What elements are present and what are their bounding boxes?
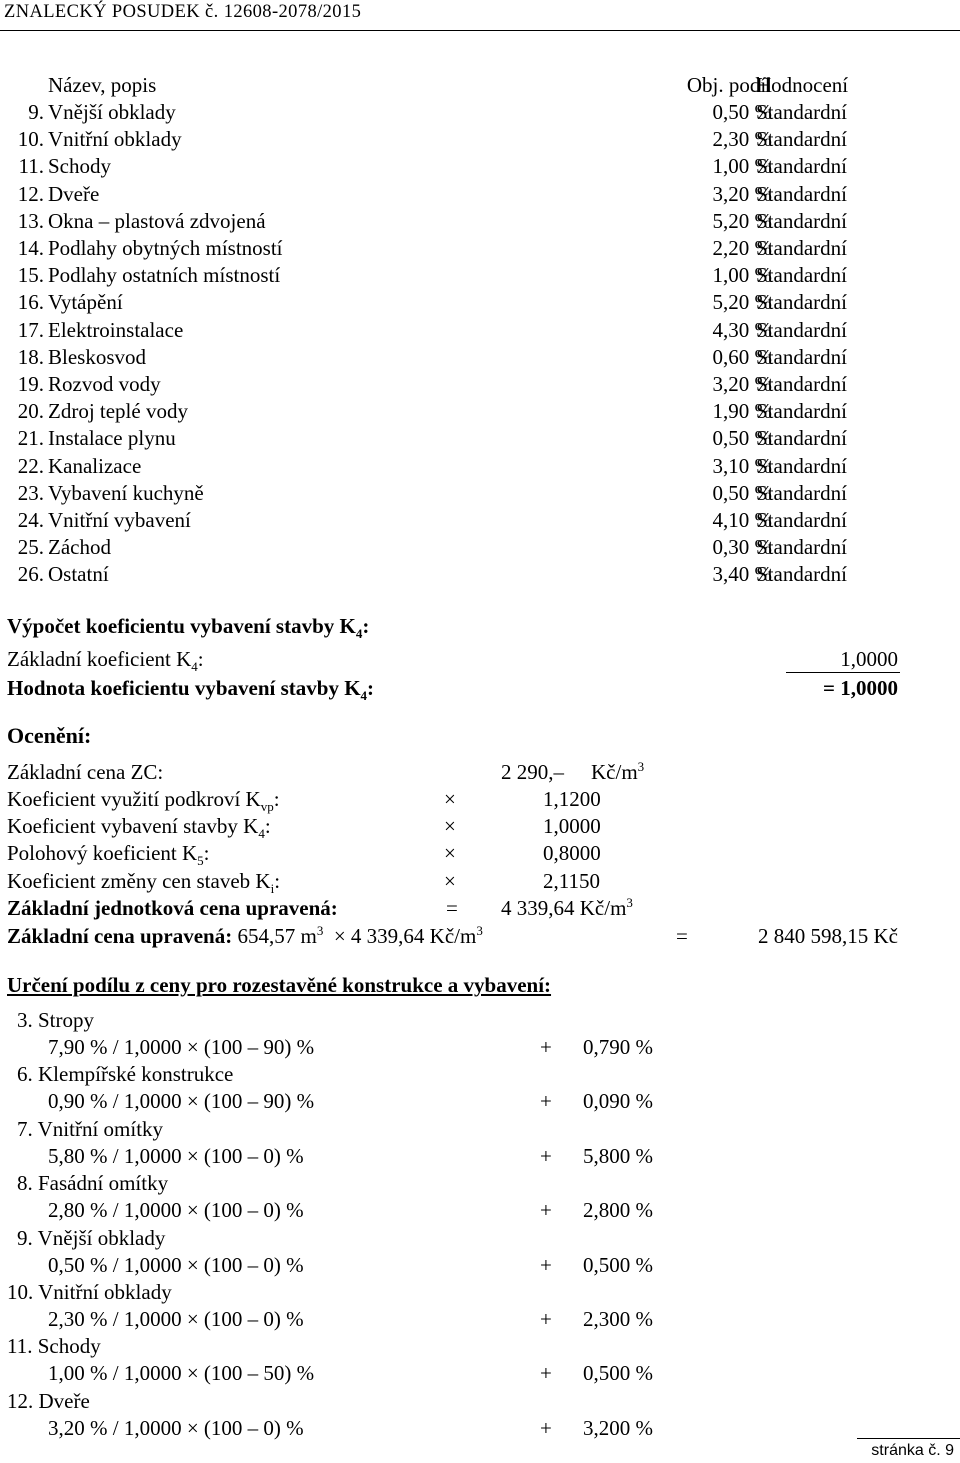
coef-label: Koeficient změny cen staveb $K_i$: [7, 868, 281, 896]
valuation-heading: Ocenění: [7, 723, 92, 748]
share-item-title: 12. Dveře [7, 1388, 90, 1413]
row-share: 3,40 % [712, 562, 772, 587]
k4-result-value: = 1,0000 [823, 676, 898, 700]
row-number: 12. [17, 181, 44, 206]
row-number: 16. [17, 290, 44, 315]
share-item-title: 10. Vnitřní obklady [7, 1280, 172, 1304]
row-share: 1,00 % [712, 263, 772, 288]
times-sign: × [444, 868, 456, 893]
base-price-label: Základní cena ZC: [7, 760, 164, 784]
row-name: Vnitřní vybavení [48, 508, 191, 532]
plus-sign: + [540, 1361, 552, 1386]
k4-base-label: Základní koeficient $K_4$: [7, 647, 204, 675]
unit-price-label: Základní jednotková cena upravená: [7, 896, 338, 920]
base-price-value: 2 290,– [501, 760, 564, 784]
row-number: 24. [17, 508, 44, 532]
row-number: 10. [17, 127, 44, 152]
row-share: 4,10 % [712, 508, 772, 532]
unit-price-eq: = [446, 896, 458, 920]
row-eval: Standardní [756, 453, 847, 478]
share-item-formula: 5,80 % / 1,0000 × (100 – 0) % [48, 1143, 304, 1168]
row-name: Vytápění [48, 290, 123, 315]
table-header [0, 72, 960, 99]
row-eval: Standardní [756, 344, 847, 369]
row-eval: Standardní [756, 480, 847, 505]
coef-value: 1,0000 [543, 814, 601, 839]
row-share: 5,20 % [712, 208, 772, 233]
share-item-value: 0,500 % [583, 1252, 653, 1277]
row-share: 0,50 % [712, 426, 772, 451]
share-item-formula: 1,00 % / 1,0000 × (100 – 50) % [48, 1361, 315, 1386]
row-eval: Standardní [756, 127, 847, 152]
table-row [0, 480, 960, 507]
row-eval: Standardní [756, 426, 847, 451]
row-name: Bleskosvod [48, 344, 147, 369]
table-row [0, 534, 960, 561]
row-number: 22. [17, 453, 44, 478]
plus-sign: + [540, 1089, 552, 1114]
share-item-formula: 3,20 % / 1,0000 × (100 – 0) % [48, 1415, 304, 1440]
share-item-title: 3. Stropy [17, 1008, 95, 1032]
row-number: 25. [17, 535, 44, 560]
share-item-formula: 2,30 % / 1,0000 × (100 – 0) % [48, 1307, 304, 1331]
plus-sign: + [540, 1198, 552, 1223]
row-name: Kanalizace [48, 453, 142, 478]
row-number: 19. [17, 372, 44, 396]
row-number: 13. [17, 208, 44, 233]
row-name: Dveře [48, 181, 100, 206]
row-eval: Standardní [756, 100, 847, 124]
row-share: 0,50 % [712, 100, 772, 124]
header-rule [0, 30, 960, 31]
row-name: Schody [48, 154, 111, 179]
final-price-eq: = [676, 924, 688, 948]
page-number: stránka č. 9 [871, 1442, 954, 1459]
table-row [0, 398, 960, 425]
k4-sum-rule [786, 672, 900, 673]
row-share: 4,30 % [712, 317, 772, 342]
times-sign: × [444, 814, 456, 839]
row-share: 5,20 % [712, 290, 772, 315]
table-row [0, 181, 960, 208]
share-item-title: 9. Vnější obklady [17, 1225, 166, 1250]
share-item-value: 0,790 % [583, 1035, 653, 1059]
row-name: Záchod [48, 535, 111, 560]
table-row [0, 99, 960, 126]
plus-sign: + [540, 1252, 552, 1277]
plus-sign: + [540, 1143, 552, 1168]
table-row [0, 317, 960, 344]
plus-sign: + [540, 1307, 552, 1331]
row-eval: Standardní [756, 236, 847, 260]
coef-value: 2,1150 [543, 868, 600, 893]
row-number: 21. [17, 426, 44, 451]
row-share: 1,90 % [712, 399, 772, 424]
share-item-title: 7. Vnitřní omítky [17, 1116, 164, 1141]
row-number: 15. [17, 263, 44, 288]
coef-label: Polohový koeficient $K_5$: [7, 841, 210, 869]
row-name: Podlahy ostatních místností [48, 263, 281, 288]
row-eval: Standardní [756, 535, 847, 560]
row-share: 3,20 % [712, 181, 772, 206]
table-row [0, 425, 960, 452]
share-item-value: 5,800 % [583, 1143, 653, 1168]
document-header: ZNALECKÝ POSUDEK č. 12608-2078/2015 [4, 2, 362, 22]
table-row [0, 344, 960, 371]
col-share-header: Obj. podíl [686, 73, 772, 97]
row-share: 3,10 % [712, 453, 772, 478]
share-item-value: 2,300 % [583, 1307, 653, 1331]
row-number: 11. [18, 154, 44, 179]
table-row [0, 561, 960, 588]
row-share: 3,20 % [712, 372, 772, 396]
table-row [0, 371, 960, 398]
row-name: Vybavení kuchyně [48, 480, 204, 505]
row-share: 1,00 % [712, 154, 772, 179]
row-eval: Standardní [756, 263, 847, 288]
share-item-title: 6. Klempířské konstrukce [17, 1062, 234, 1087]
times-sign: × [444, 787, 456, 811]
table-row [0, 453, 960, 480]
row-name: Podlahy obytných místností [48, 236, 283, 260]
base-price-unit: $Kč/m^3$ [591, 759, 645, 784]
share-item-formula: 2,80 % / 1,0000 × (100 – 0) % [48, 1198, 304, 1223]
row-eval: Standardní [756, 372, 847, 396]
row-number: 18. [17, 344, 44, 369]
row-share: 0,60 % [712, 344, 772, 369]
col-name-header: Název, popis [48, 73, 157, 97]
coef-value: 1,1200 [543, 787, 601, 811]
table-row [0, 507, 960, 534]
row-share: 0,50 % [712, 480, 772, 505]
unit-price-value: 4 339,64 $Kč/m^3$ [501, 895, 633, 920]
row-name: Elektroinstalace [48, 317, 184, 342]
row-number: 14. [17, 236, 44, 260]
row-eval: Standardní [756, 154, 847, 179]
row-number: 9. [28, 100, 44, 124]
footer-rule [857, 1438, 960, 1439]
share-item-title: 11. Schody [7, 1334, 101, 1359]
plus-sign: + [540, 1415, 552, 1440]
share-item-formula: 7,90 % / 1,0000 × (100 – 90) % [48, 1035, 315, 1059]
row-share: 0,30 % [712, 535, 772, 560]
row-name: Zdroj teplé vody [48, 399, 188, 424]
row-name: Instalace plynu [48, 426, 176, 451]
col-eval-header: Hodnocení [756, 73, 849, 97]
row-number: 17. [17, 317, 44, 342]
row-share: 2,30 % [712, 127, 772, 152]
plus-sign: + [540, 1035, 552, 1059]
row-name: Ostatní [48, 562, 109, 587]
row-eval: Standardní [756, 181, 847, 206]
row-share: 2,20 % [712, 236, 772, 260]
row-eval: Standardní [756, 208, 847, 233]
coef-label: Koeficient využití podkroví $K_{vp}$: [7, 787, 280, 815]
final-price-value: 2 840 598,15 Kč [758, 924, 898, 948]
share-item-value: 3,200 % [583, 1415, 653, 1440]
share-item-formula: 0,50 % / 1,0000 × (100 – 0) % [48, 1252, 304, 1277]
row-eval: Standardní [756, 317, 847, 342]
row-number: 23. [17, 480, 44, 505]
table-row [0, 208, 960, 235]
row-name: Okna – plastová zdvojená [48, 208, 266, 233]
times-sign: × [444, 841, 456, 866]
share-item-value: 2,800 % [583, 1198, 653, 1223]
k4-base-value: 1,0000 [840, 647, 898, 671]
table-row [0, 126, 960, 153]
share-item-value: 0,500 % [583, 1361, 653, 1386]
row-number: 26. [17, 562, 44, 587]
k4-result-label: Hodnota koeficientu vybavení stavby $K_4$: [7, 676, 375, 704]
share-item-value: 0,090 % [583, 1089, 653, 1114]
table-row [0, 153, 960, 180]
share-heading: Určení podílu z ceny pro rozestavěné konstrukce a vybavení: [7, 973, 552, 997]
table-row [0, 262, 960, 289]
share-item-title: 8. Fasádní omítky [17, 1171, 169, 1196]
table-row [0, 235, 960, 262]
row-number: 20. [17, 399, 44, 424]
row-eval: Standardní [756, 399, 847, 424]
coef-label: Koeficient vybavení stavby $K_4$: [7, 814, 271, 842]
k4-heading: Výpočet koeficientu vybavení stavby $K_4$: [7, 614, 370, 642]
share-item-formula: 0,90 % / 1,0000 × (100 – 90) % [48, 1089, 315, 1114]
row-eval: Standardní [756, 290, 847, 315]
row-name: Vnitřní obklady [48, 127, 182, 152]
row-eval: Standardní [756, 508, 847, 532]
table-row [0, 289, 960, 316]
coef-value: 0,8000 [543, 841, 601, 866]
row-name: Vnější obklady [48, 100, 176, 124]
final-price-line: Základní cena upravená: 654,57 $m^3 \times 4$ 339,64 $Kč/m^3$ [7, 923, 483, 948]
row-eval: Standardní [756, 562, 847, 587]
row-name: Rozvod vody [48, 372, 161, 396]
